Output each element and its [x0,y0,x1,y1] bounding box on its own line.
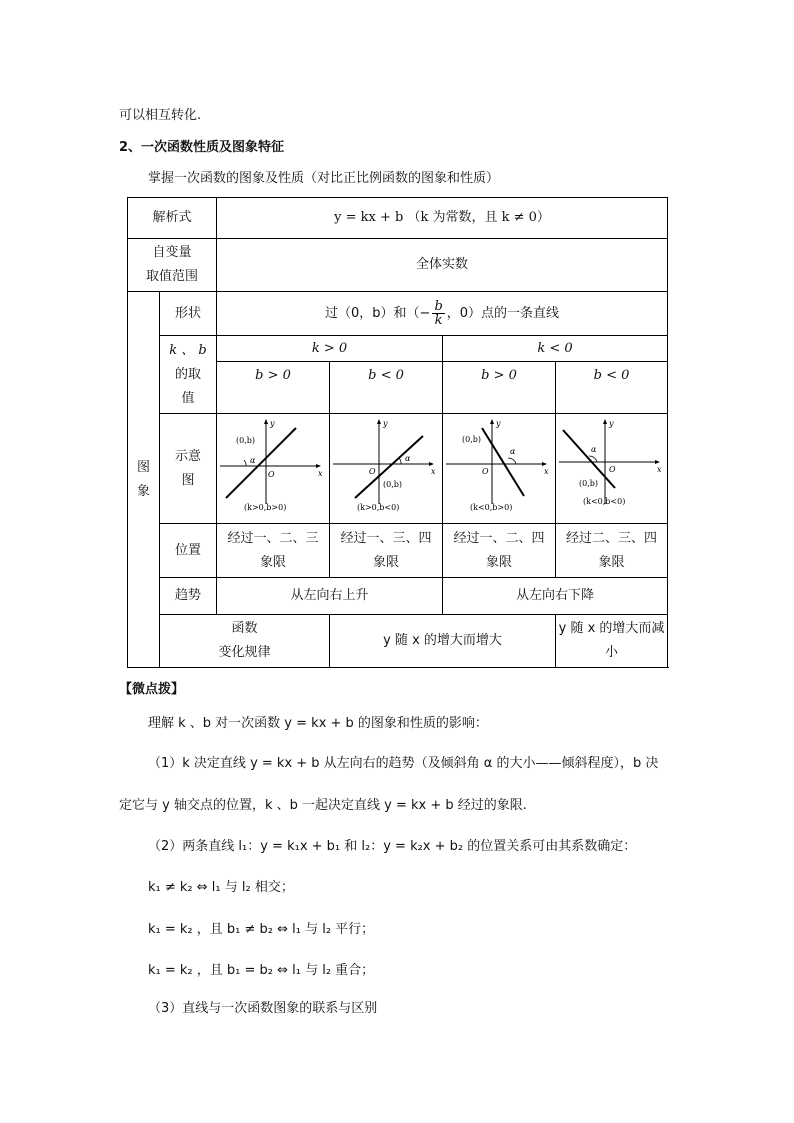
position-3 [443,524,556,578]
condition-2: k₁ = k₂ ，且 b₁ ≠ b₂ ⇔ l₁ 与 l₂ 平行； [148,922,375,937]
alpha-label: α [590,445,596,454]
graph-3-cell [443,414,556,524]
graph-label-line2: 象 [136,483,150,499]
y-label: y [496,419,501,428]
trend-down: 从左向右下降 [443,578,668,615]
b-positive-1: b > 0 [217,362,330,414]
trend-up: 从左向右上升 [217,578,443,615]
point-1-line1: （1）k 决定直线 y = kx + b 从左向右的趋势（及倾斜角 α 的大小——倾斜程度），b 决 [148,756,659,771]
diagram-label [160,414,217,524]
trend-label: 趋势 [160,578,217,615]
intro-text: 掌握一次函数的图象及性质（对比正比例函数的图象和性质） [148,171,500,186]
caption: (k>0,b>0) [244,503,287,512]
point-label: (0,b) [462,435,482,444]
caption: (k>0,b<0) [357,503,400,512]
domain-value: 全体实数 [217,239,668,292]
x-label: x [431,467,436,476]
position-2-b: 象限 [373,554,400,570]
y-label: y [383,419,388,428]
alpha-label: α [250,456,256,465]
rule-label [160,615,330,668]
shape-value [217,292,668,336]
point-label: (0,b) [236,436,256,445]
diagram-label-line1: 示意 [175,448,202,464]
origin-label: O [608,465,616,474]
origin-label: O [482,467,489,476]
condition-3: k₁ = k₂ ，且 b₁ = b₂ ⇔ l₁ 与 l₂ 重合； [148,963,375,978]
x-arrow [542,462,547,466]
rule-down: y 随 x 的增大而减小 [556,615,668,668]
diagram-label-line2: 图 [181,472,195,488]
position-4 [556,524,668,578]
position-2-a: 经过一、三、四 [340,530,432,546]
kb-label-line3: 值 [181,390,195,406]
position-4-a: 经过二、三、四 [566,530,658,546]
graph-2-cell [330,414,443,524]
y-arrow [490,419,494,424]
b-negative-1: b < 0 [330,362,443,414]
point-label: (0,b) [578,479,598,488]
kb-label-line2: 的取 [175,366,202,382]
caption: (k<0,b>0) [470,503,513,512]
x-arrow [429,462,434,466]
rule-up: y 随 x 的增大而增大 [330,615,556,668]
graph-4 [557,414,667,514]
position-label: 位置 [160,524,217,578]
section-heading: 2、一次函数性质及图象特征 [119,140,285,155]
graph-3 [444,414,554,514]
kb-label-line1: k 、 b [169,342,207,358]
y-label: y [270,419,275,428]
top-line: 可以相互转化. [119,108,202,123]
graph-4-cell [556,414,668,524]
graph-2 [331,414,441,514]
graph-label-line1: 图 [136,459,150,475]
origin-label: O [369,467,376,476]
x-label: x [544,467,549,476]
graph-1 [218,414,328,514]
x-label: x [656,465,662,474]
shape-post: ，0）点的一条直线 [446,306,560,321]
x-label: x [318,469,323,478]
angle-arc [399,458,401,464]
condition-1: k₁ ≠ k₂ ⇔ l₁ 与 l₂ 相交； [148,880,294,895]
tip-heading: 【微点拨】 [119,682,185,697]
x-arrow [316,464,321,468]
shape-frac-num: b [434,299,443,314]
origin-label: O [268,470,275,479]
position-4-b: 象限 [598,554,625,570]
alpha-label: α [510,447,516,456]
rule-label-line1: 函数 [231,621,258,636]
y-arrow [377,419,381,424]
graph-1-cell [217,414,330,524]
position-1 [217,524,330,578]
position-1-a: 经过一、二、三 [227,530,319,546]
shape-pre: 过（0，b）和（− [325,306,431,321]
y-arrow [603,419,607,424]
domain-label [128,239,217,292]
shape-frac-den: k [434,313,443,328]
point-1-line2: 定它与 y 轴交点的位置，k 、b 一起决定直线 y = kx + b 经过的象限. [119,798,527,813]
domain-label-line2: 取值范围 [146,269,199,284]
graph-label [128,292,160,668]
formula-label: 解析式 [128,198,217,239]
point-3: （3）直线与一次函数图象的联系与区别 [148,1001,378,1016]
properties-table [127,197,668,668]
point-2-intro: （2）两条直线 l₁：y = k₁x + b₁ 和 l₂：y = k₂x + b₂ 的位置关系可由其系数确定： [148,839,637,854]
shape-label: 形状 [160,292,217,336]
shape-fraction [432,300,444,327]
caption: (k<0,b<0) [582,497,625,506]
k-positive: k > 0 [217,336,443,362]
alpha-label: α [405,454,411,463]
rule-label-line2: 变化规律 [218,645,271,660]
position-3-a: 经过一、二、四 [453,530,545,546]
formula-value: y = kx + b （k 为常数，且 k ≠ 0） [217,198,668,239]
k-negative: k < 0 [443,336,668,362]
b-negative-2: b < 0 [556,362,668,414]
domain-label-line1: 自变量 [152,245,192,260]
position-2 [330,524,443,578]
understand-text: 理解 k 、b 对一次函数 y = kx + b 的图象和性质的影响： [148,716,488,731]
x-arrow [655,460,660,464]
y-arrow [264,419,268,424]
function-line [482,428,524,496]
angle-arc [508,458,516,464]
kb-label [160,336,217,414]
position-3-b: 象限 [486,554,513,570]
b-positive-2: b > 0 [443,362,556,414]
angle-arc [244,460,246,466]
position-1-b: 象限 [260,554,287,570]
point-label: (0,b) [383,480,403,489]
y-label: y [608,419,614,428]
